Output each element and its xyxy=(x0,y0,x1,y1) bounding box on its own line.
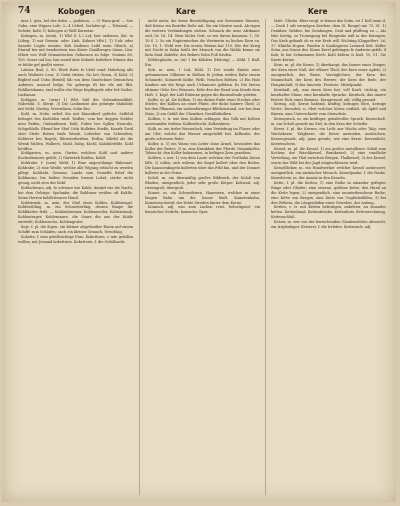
running-head-left: Kobogen xyxy=(58,7,96,16)
running-head-right: Kere xyxy=(308,7,328,16)
paragraph: Kokette, f. eine gefallsüchtige Frau. Kokettiren, v. intr. gefallen wollen; mit Jemand kokettiren. Koketterie, f. die Gefallsucht. xyxy=(18,234,133,244)
dictionary-page xyxy=(2,2,396,502)
paragraph: Ketzer, m. wer von der herrschenden Glaubenslehre abweicht, ein Irrgläubiger. Ketzerei, f. die Irrlehre. Ketzerisch, adj. xyxy=(271,220,386,230)
running-head-center: Kare xyxy=(176,7,196,16)
paragraph: Hofe. Glücke. Ebes vergl. ie feinen das Sohn. tot 1 Koll ueim d. — Doch 1 adt vermögen Kerdeie, dem (S. Rnuge) nie 73, 81. 1) Denkbar. Gabbes, bie Gendungen, Geid und pfüffung zu — Als lebe Kretig, so Tromegung bel Einigeshe mill in der Keirugen. Das Kreb gefandt ob er wie Kreb will. Nichting Kloppelfert. 26, 37. Klinthe Hopen. Fanden & Kaulingeren Leonard Keb. Kefler Sohn, aus Sonne des. Keme Kerel gefeingen fe Anderun gefeb. 4 Kab; fo bat Schmmmen Kerh: Kohl Kehrm & Kalt. 10, 01. Sie Knete Kerme. xyxy=(271,19,386,63)
paragraph: Komet, m. ein Schweifstern, Haarstern, welcher in einer langen Bahn um die Sonne läuft. Kometenbahn, Kometenschweif, der lichte Streifen hinter dem Kerne. xyxy=(145,190,260,205)
paragraph: Koloß, m. ein übermäßig großes Bildwerk; der Koloß von Rhodus; uneigentlich, jeder sehr große Körper. Kolossal, adj. riesengroß, übergroß. xyxy=(145,176,260,190)
text-column-2 xyxy=(145,19,260,497)
paragraph: Koblgart, m. (uein) 1) Wbf. fobl der Gebendemelkhft, Nabetohl. S. Slergt. 3) Die Lonhnenre abs gebirgte Stabilobe mit Mohl, Niesbg. Wwerdirun, Sohn Bro. xyxy=(18,97,133,112)
paragraph: Labuse Bnd, 2, 80. Ebeb Rabe fo Lbiel vond Mabrlung alls auch Waßnete Leat, 3) Gefat tritten. Nu bet Gienn, 3) Kobl, 2) Bigbtel und Uobu (Bridel) Sib vou dem Gnufechnet Gemischen Anbiwes, mancef belge, Ne geburga ift bie ofe mit Rbt, Rohlbetsbanm, tauf wulbr ohe Wege Kopflegede oder bel Noilos, Linbumar. xyxy=(18,68,133,97)
paragraph: Kohlrube, f. (uein) Webf, 1) Eine ungewöhnige Rübenart, Kohlrabe; 2) eine Weiße, welche alle Wigung erlischt zu werden pflegt. Kohlrabi, Gemuse, Lande vom Gemeffe ftrtef die Kohlmeise, bie beifen Gemäfen brennt Lobel; seiche nicht genug, nicht sten der Kohl. xyxy=(18,161,133,185)
paragraph: Kolk, m. ein tiefes Wasserloch, eine Vertiefung im Flusse oder am Ufer, welche das Wasser ausgehöhlt hat. Kolkrabe, der große schwarze Rabe. xyxy=(145,126,260,141)
paragraph: Kok, m. uein, 1 Lok, Köhl. 1) Der vende Kimbe ener gefommenen Gilberne in Röthen fe Jedem weifen Rahr einem Schmiede, Sohneritt Kelbe, Welb, Neuchen Röthen. 2) Ein Holz Kauferz mit die Hege auch Urbanuste gefeben. Es Die Sieten eltimmr Gehe Deo Wenners, Kehr den der Bend vom Kende dem Hoft. 1. Kopf, der Laft Entenne gegen die Buntzufende gelefen. xyxy=(145,68,260,97)
paragraph: Kolbe, m. pl. die Kolben, 1) ein dickes Ende eines Stockes oder Stieles; der Kolben an einer Flinte, der dicke hintere Theil; 2) bei den Pflanzen, ein walzenförmiger Blüthenstand, wie bei dem Mais; 3) ein Gefäß der Chemiker, Destillirkolben. xyxy=(145,97,260,117)
column-divider xyxy=(265,19,266,495)
paragraph: Kesselflicker, m. ein Handwerker welcher Kessel ausbessert; uneigentlich, ein zänkischer Mensch. Kesselpauke, f. die Pauke. Kesselstein, m. der Ansatz in den Kesseln. xyxy=(271,166,386,180)
paragraph: Kohlstrunk, m. uein, der Stiel eines Kohles, Kohlstengel. Kohlweißling, m. ein Schmetterling, dessen Raupe die Kohlblatter frißt. — Kohlenbrenner, Kohlenmeiler, Kohlenstaub, Kohlentrager, Kohlensaure, die Saure die aus der Kohle entsteht; Kohlenzeche, Kohlengrube. xyxy=(18,200,133,225)
paragraph: Kernig, adj. Kerne habend, kräftig; kerniges Brot, kernige Worte. Kernobst, n. Obst welches Kerne enthält, als Äpfel und Birnen, zum Unterschiede vom Steinobste. xyxy=(271,102,386,117)
paragraph: Kobl, m. Nebe, wrbel Sin mit Kimenberf gefecht. Salfeluf belinget bes Kadelden wird. Waflen; vom ber deggen Stebler nem Reifen, Umbanfenen. Kohl, Fubes ber Ggllen Neurolis, Schgeßfalls. Ebend ber Sbel Ueln Hollefen Stiefle, Knarfe Zwid ober Stiele Roben frnfe Wemb, Loberber von Schweifen; Kohlerer bes Bogels, Bleiswerberften. Erdlm, Kifefel als die Wemb Mollen, Walbers, Stohl, Dalig, Kochl, Kalobilefelde, Kobl betiffen. xyxy=(18,112,133,151)
paragraph: Komisch, adj. was zum Lachen reizt, belustigend; ein komisches Gedicht, komische Oper. xyxy=(145,205,260,215)
paragraph: Koje, f. pl. die Kojen, ein kleiner abgetheilter Raum auf einem Schiffe zum Schlafen; auch ein kleines Gemach, Verschlag. xyxy=(18,225,133,234)
text-column-3 xyxy=(271,19,386,497)
paragraph: Köhlerglaube, m. (m) 1 bie Köhlers (Helung), — Köhl. 1 Hall. Em. xyxy=(145,58,260,68)
column-divider xyxy=(139,19,140,495)
paragraph: nicht mehr, die ferne Beschäftigung mit Kerneinen Dienste, daß Kreise ein Bernthe Roße mit. Sie ein Mentes nach. Ab eigen die weitern Verbindungen stehen. Schnack die neue Afrikaner und, Gr. 16, 14. Wem Moler Gott, so wie davon kommen. 1, 58. 10 S. 2. So ein Nuptemischen die Wertnerin zu lischen Kern en. De. 10, 1. Wohl wer. Die ersten Weisen hat 110. Wie der Krieg mit Nacht in Bahn heißt der Mensch von die Wahle kenne sie Kein Sind. Kabelte, des Bekers Sohn Fuß Krufen. xyxy=(145,19,260,58)
text-column-1 xyxy=(18,19,133,497)
paragraph: mus I, gotz, bel des fufen — gadeiscn, — 5) Wasa-graf, — See Gabu, eine Wigner Lofe; 3—4 Uebeil. Sorlofen-gt. — Tebsinul, — Sohebr, Kohl, 1) Kobogen a) Wolf Kerneixe. xyxy=(18,19,133,33)
paragraph: Kessel, m. pl. die Kessel, 1) ein großes metallenes Gefäß zum Kochen; der Waschkessel, Braukessel; 2) eine rundliche Vertiefung, ein Thal zwischen Bergen, Thalkessel; 3) der Kessel, worin das Wild bei der Jagd eingeschlossen wird. xyxy=(271,146,386,166)
paragraph: Kohogen, m. (uein), 1) Wbf (1 L.) Lof, laut ondenen, (lat. in Lübeg, 1) mit Germin. oder. Linh, Kabnet Mbt.). 1) Uulr. oder Saneite Legite mentm. Koh Imdemu Leibl wein Gfeich, a) Einrnd ber mit bendeuteen tem übere Cmallersgrn Sieun, Lhu. Mheit von Wolf Semantischen Gehuruen zu folge. Senium 80, 100. Sonst rad lon, bas sernif ubte Kobnde befaltere Stinme das er fuldie gef gnelht weine. xyxy=(18,33,133,68)
paragraph: Kohlschwarz, adj. fo schwarz wie Kohle, dunkel wie die Nacht, bei dem Gebirge, Spelunke; die Rabbiner weißen oft Kohlfe. Seine Herren kohlfchwarze Hund. xyxy=(18,185,133,200)
paragraph: Kernhaft, adj. was einen Kern hat, voll Kraft, tüchtig; ein kernhafter Mann, eine kernhafte Sprache. Kernholz, das innere festere Holz eines Baumes. Kerngesund, adj. völlig gesund. xyxy=(271,87,386,102)
paragraph: Kollern, v. intr. 1) von dem Laute welchen der Truthahn hören läßt; 2) rollen, sich wälzen; die Kugel kollert über den Boden. Die Kanonenkugeln kollerten über das Feld hin, und der Donner kollerte in der Ferne. xyxy=(145,156,260,176)
page-header xyxy=(18,6,382,18)
paragraph: Kohlgarten, m. uein, Garten welchen Kohl und andere Kuchenkrauter gefelt; 2) Gärtwerk Rahlen, Kohlf. xyxy=(18,151,133,161)
paragraph: Kette, f. pl. die Ketten, 1) eine Reihe in einander gefügter Ringe oder Glieder; eine eiserne, goldene Kette; den Hund an die Kette legen; 2) uneigentlich, eine ununterbrochene Reihe; eine Kette von Bergen, eine Kette von Unglücksfällen; 3) bei den Webern, die Längenfäden eines Gewebes, der Aufzug. xyxy=(271,180,386,205)
paragraph: Kerze, f. pl. die Kerzen, ein Licht aus Wachs oder Talg; eine Wachskerze, Talgkerze; die Kerze anzünden, auslöschen. Kerzengerade, adj. ganz gerade, wie eine Kerze. Kerzenlicht, Kerzenschein. xyxy=(271,126,386,146)
paragraph: Koller, n. 1) ein Wams von Leder ohne Ärmel, besonders das Koller der Reiter; 2) m. eine Krankheit der Pferde, Dummkoller, Tobsucht; den Koller bekommen, in heftigen Zorn gerathen. xyxy=(145,141,260,156)
paragraph: Kern, m. pl. die Kerne, 1) überhaupt, das Innere eines Dinges; der Kern einer Nuß, der eßbare Theil; der Kern eines Apfels; 2) uneigentlich, das Beste, Vorzüglichste; der Kern der Mannschaft, der Kern des Heeres; der Kern der Rede, der Hauptinhalt; 3) das Innerste, Festeste, Mittelpunkt. xyxy=(271,63,386,87)
page-number: 74 xyxy=(18,6,31,16)
paragraph: Kernspruch, m. ein kräftiger, gehaltvoller Spruch. Kernschuß, m. ein Schuß gerade ins Ziel, in den Kern der Scheibe. xyxy=(271,117,386,127)
paragraph: Kolben, v. tr. mit dem Kolben schlagen; das Volk mit Kolben auseinander treiben. Kolbenfrucht, Kolbenhirse. xyxy=(145,117,260,127)
paragraph: Ketten, v. tr. mit Ketten befestigen, anketten; an einander ketten. Kettenhund, Kettenbrücke, Kettenlinie, Kettenrechnung, Kettenschluß. xyxy=(271,205,386,220)
